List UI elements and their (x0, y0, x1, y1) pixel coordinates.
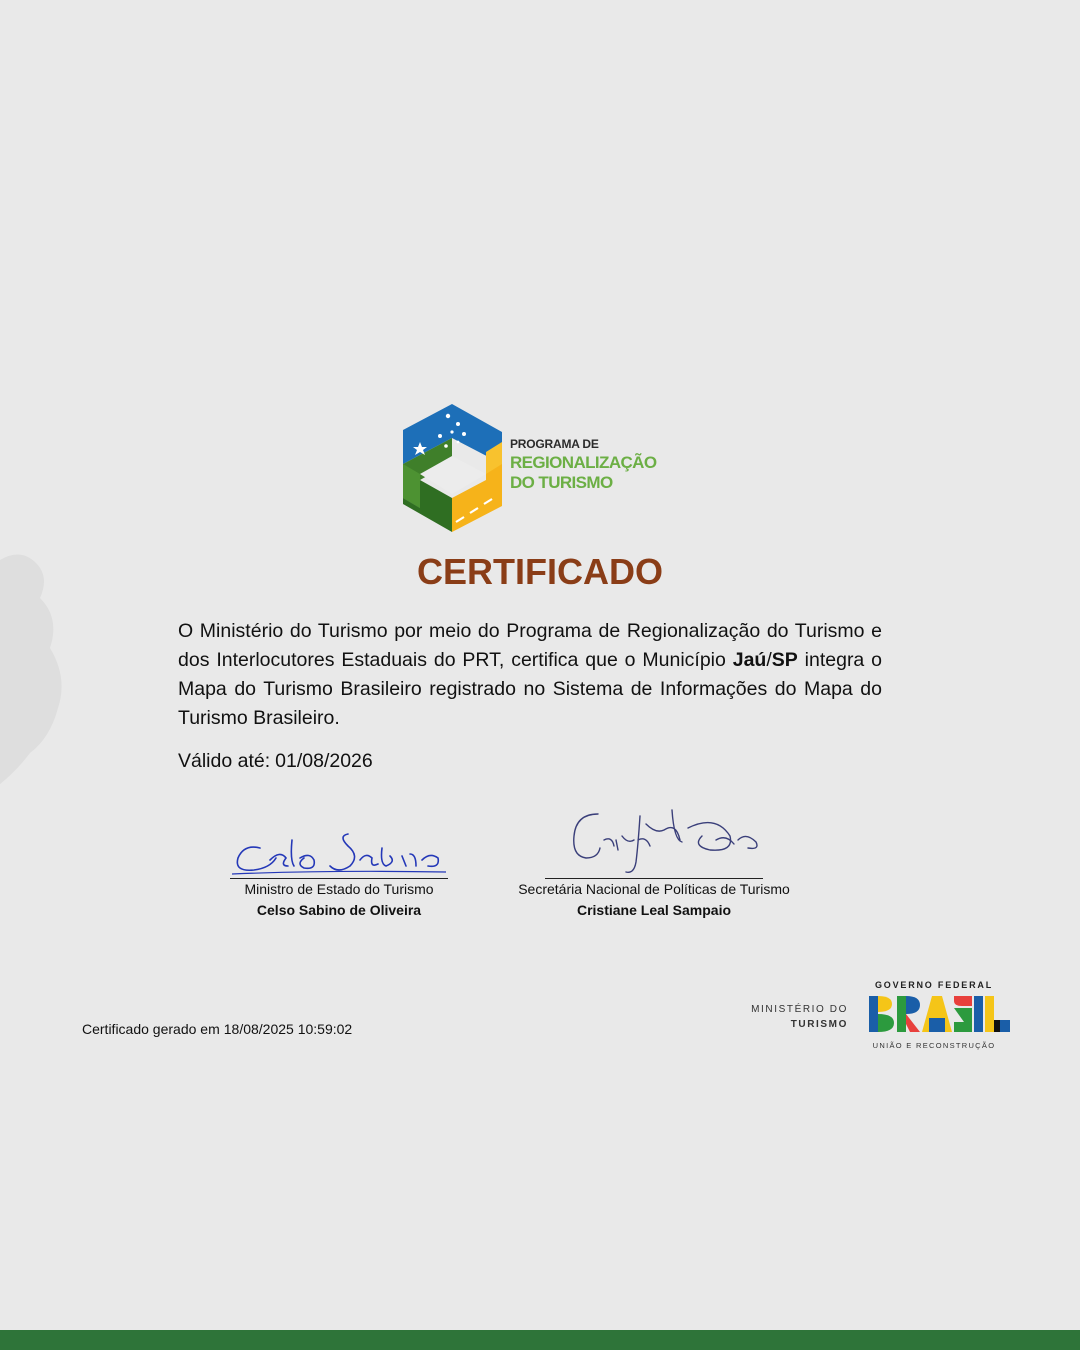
signature-image-secretary (516, 800, 792, 878)
program-name (510, 438, 657, 494)
signature-block-minister (230, 800, 448, 918)
signer-name: Cristiane Leal Sampaio (576, 902, 732, 918)
validity-line (178, 750, 373, 773)
certificate-title: CERTIFICADO (417, 551, 663, 592)
certificate-body (178, 617, 882, 733)
validity-date: 01/08/2026 (275, 750, 373, 772)
signature-image-minister (230, 800, 448, 878)
generated-timestamp (82, 1021, 352, 1037)
government-bottom-text: UNIÃO E RECONSTRUÇÃO (872, 1041, 996, 1050)
generated-datetime: 18/08/2025 10:59:02 (223, 1021, 353, 1037)
program-name-line3: DO TURISMO (510, 473, 613, 492)
signature-line-secretary (545, 878, 763, 879)
state-code: SP (771, 649, 798, 671)
government-logo (866, 980, 1016, 1050)
signer-role: Secretária Nacional de Políticas de Turismo (518, 881, 790, 897)
ministry-logo (740, 1002, 848, 1032)
program-name-line1: PROGRAMA DE (510, 437, 599, 451)
validity-label: Válido até: (178, 750, 271, 772)
municipality-name: Jaú (732, 649, 767, 671)
government-top-text: GOVERNO FEDERAL (874, 980, 993, 990)
body-suffix: integra o Mapa do Turismo Brasileiro registrado no Sistema de Informações do Mapa do Turismo Brasileiro. (178, 649, 883, 729)
brasil-wordmark-logo (866, 994, 1011, 1036)
program-emblem-icon (400, 402, 506, 534)
ministry-line1: MINISTÉRIO DO (751, 1004, 848, 1015)
municipality-separator: / (766, 649, 772, 671)
program-name-line2: REGIONALIZAÇÃO (510, 453, 657, 472)
generated-label: Certificado gerado em (82, 1021, 220, 1037)
body-prefix: O Ministério do Turismo por meio do Programa de Regionalização do Turismo e dos Interlocutores Estaduais do PRT, certifica que o Município (178, 620, 882, 671)
signature-line-minister (230, 878, 448, 879)
signer-name: Celso Sabino de Oliveira (256, 902, 422, 918)
signature-block-secretary (516, 800, 792, 918)
ministry-line2: TURISMO (790, 1019, 848, 1030)
program-logo (400, 402, 660, 534)
footer-color-bar (0, 1330, 1080, 1350)
signer-role: Ministro de Estado do Turismo (244, 881, 434, 897)
